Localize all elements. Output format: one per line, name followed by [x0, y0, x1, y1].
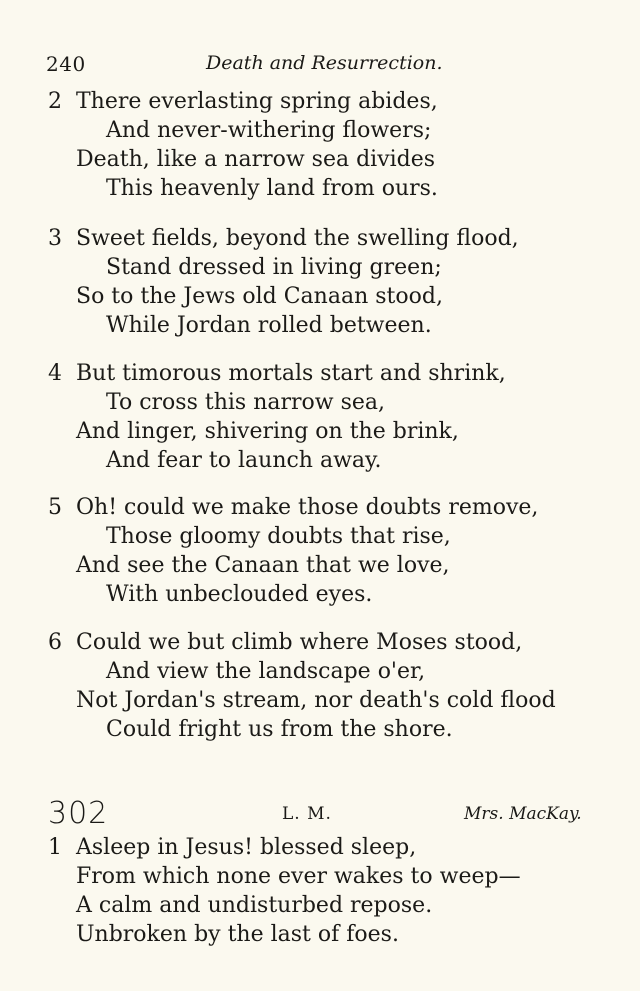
stanza-line: Could fright us from the shore.: [106, 717, 453, 742]
stanza-line: Unbroken by the last of foes.: [76, 922, 399, 947]
stanza-line: To cross this narrow sea,: [106, 390, 385, 415]
stanza-line: And see the Canaan that we love,: [76, 553, 450, 578]
stanza-line: Oh! could we make those doubts remove,: [76, 495, 539, 520]
stanza-line: So to the Jews old Canaan stood,: [76, 284, 443, 309]
stanza-number: 6: [48, 630, 62, 655]
stanza-number: 3: [48, 226, 62, 251]
stanza-line: And view the landscape o'er,: [106, 659, 426, 684]
stanza-line: And linger, shivering on the brink,: [76, 419, 459, 444]
hymn-author: Mrs. MacKay.: [464, 804, 582, 824]
stanza-line: Could we but climb where Moses stood,: [76, 630, 523, 655]
stanza-line: But timorous mortals start and shrink,: [76, 361, 506, 386]
running-head: Death and Resurrection.: [206, 52, 443, 74]
page-number: 240: [46, 52, 86, 76]
stanza-line: From which none ever wakes to weep—: [76, 864, 521, 889]
stanza-line: With unbeclouded eyes.: [106, 582, 373, 607]
stanza-line: Stand dressed in living green;: [106, 255, 442, 280]
stanza-line: This heavenly land from ours.: [106, 176, 438, 201]
hymn-number: 302: [48, 796, 109, 831]
stanza-number: 5: [48, 495, 62, 520]
stanza-number: 4: [48, 361, 62, 386]
stanza-line: Not Jordan's stream, nor death's cold flood: [76, 688, 556, 713]
stanza-number: 1: [48, 835, 62, 860]
stanza-line: There everlasting spring abides,: [76, 89, 438, 114]
stanza-line: A calm and undisturbed repose.: [76, 893, 433, 918]
stanza-line: While Jordan rolled between.: [106, 313, 432, 338]
stanza-line: Those gloomy doubts that rise,: [106, 524, 451, 549]
stanza-number: 2: [48, 89, 62, 114]
stanza-line: Asleep in Jesus! blessed sleep,: [76, 835, 417, 860]
stanza-line: And never-withering flowers;: [106, 118, 432, 143]
stanza-line: Sweet fields, beyond the swelling flood,: [76, 226, 519, 251]
stanza-line: And fear to launch away.: [106, 448, 382, 473]
stanza-line: Death, like a narrow sea divides: [76, 147, 436, 172]
hymn-header: [0, 796, 640, 832]
hymn-meter: L. M.: [282, 804, 332, 824]
